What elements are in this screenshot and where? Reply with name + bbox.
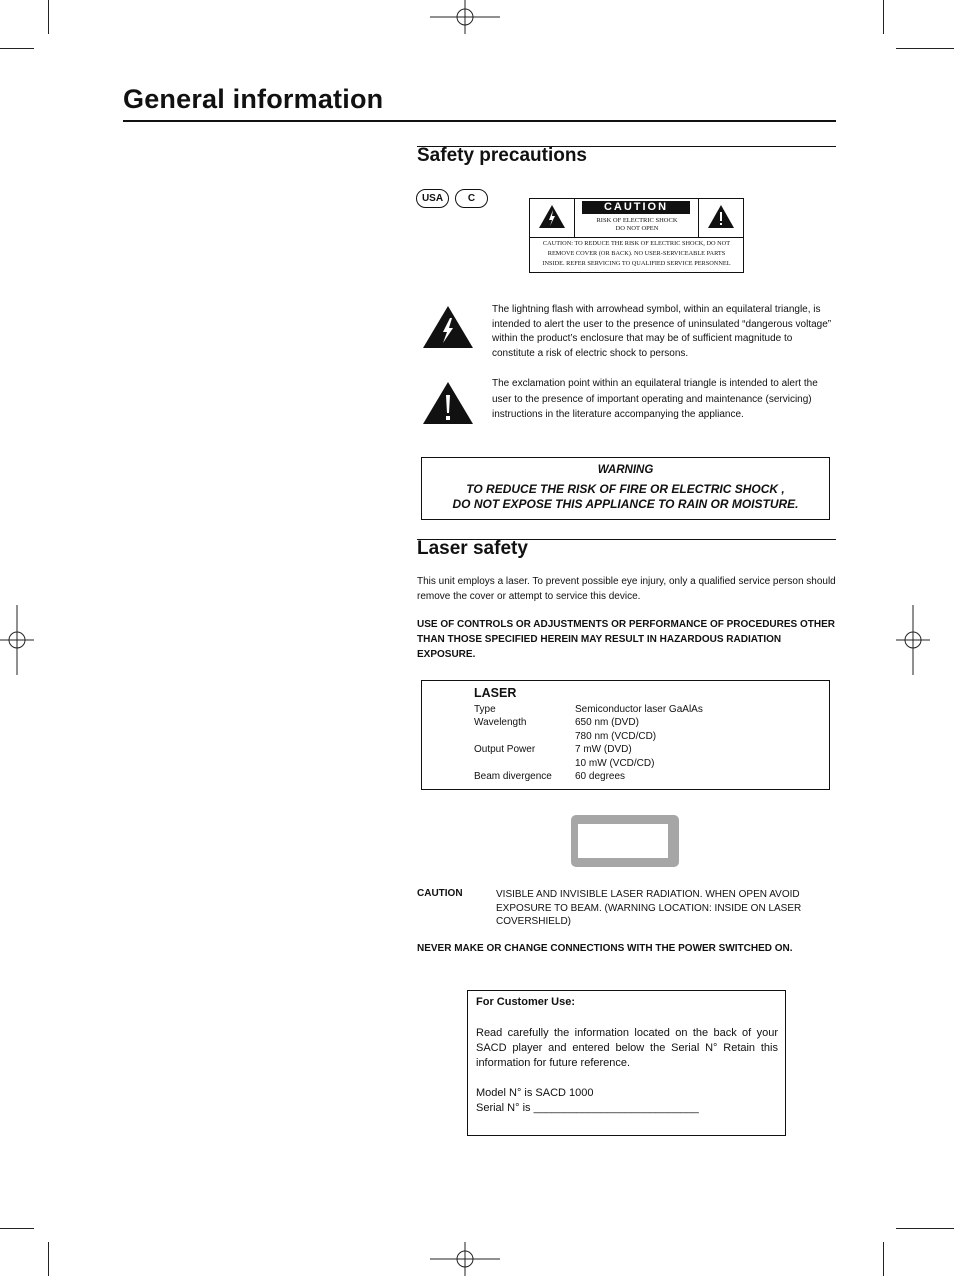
caution-label-left-cell — [530, 199, 575, 237]
laser-class-label-inner — [578, 824, 668, 858]
crop-mark — [883, 0, 884, 34]
caution-label-right-cell — [698, 199, 743, 237]
crop-mark — [0, 1228, 34, 1229]
exclamation-warning-icon — [699, 199, 743, 237]
laser-spec-heading: LASER — [474, 686, 517, 700]
crop-mark — [896, 48, 954, 49]
warning-line: DO NOT EXPOSE THIS APPLIANCE TO RAIN OR MOISTURE. — [452, 497, 799, 511]
region-badge-c: C — [455, 189, 488, 208]
spec-value: 650 nm (DVD) — [575, 717, 639, 728]
registration-mark — [0, 605, 34, 675]
caution-label — [529, 198, 744, 273]
crop-mark — [883, 1242, 884, 1276]
laser-spec-box — [421, 680, 830, 790]
caution-label-bottom — [534, 239, 739, 269]
spec-value: 60 degrees — [575, 771, 626, 782]
serial-number: Serial N° is ___________________________ — [476, 1102, 699, 1114]
exclamation-description: The exclamation point within an equilateral triangle is intended to alert the user to the presence of important operating and maintenance (servicing) instructions in the literature accompanying the appliance. — [492, 378, 818, 420]
power-warning: NEVER MAKE OR CHANGE CONNECTIONS WITH THE POWER SWITCHED ON. — [417, 943, 793, 954]
laser-heading: Laser safety — [417, 538, 528, 559]
spec-label: Beam divergence — [474, 771, 552, 782]
lightning-warning-icon — [530, 199, 574, 237]
crop-mark — [48, 0, 49, 34]
warning-box — [421, 457, 830, 520]
crop-mark — [48, 1242, 49, 1276]
spec-value: Semiconductor laser GaAlAs — [575, 704, 703, 715]
registration-mark — [430, 0, 500, 34]
customer-use-box — [467, 990, 786, 1136]
laser-notice: USE OF CONTROLS OR ADJUSTMENTS OR PERFORMANCE OF PROCEDURES OTHER THAN THOSE SPECIFIED HEREIN MAY RESULT IN HAZARDOUS RADIATION EXPOSURE. — [417, 619, 835, 660]
spec-label: Type — [474, 704, 496, 715]
registration-mark — [896, 605, 930, 675]
caution-bottom-line: CAUTION: TO REDUCE THE RISK OF ELECTRIC SHOCK, DO NOT — [542, 240, 731, 247]
lightning-triangle-icon — [421, 304, 475, 350]
crop-mark — [896, 1228, 954, 1229]
region-badge-usa: USA — [416, 189, 449, 208]
warning-heading: WARNING — [597, 464, 654, 476]
laser-class-label — [571, 815, 679, 867]
laser-caution-label: CAUTION — [417, 888, 463, 899]
safety-heading: Safety precautions — [417, 145, 587, 166]
customer-body: Read carefully the information located on the back of your SACD player and entered below the Serial N° Retain this information for future reference. — [476, 1027, 778, 1069]
spec-label: Output Power — [474, 744, 536, 755]
caution-mid-line: DO NOT OPEN — [615, 225, 659, 232]
warning-line: TO REDUCE THE RISK OF FIRE OR ELECTRIC SHOCK , — [466, 482, 785, 496]
title-rule — [123, 120, 836, 122]
model-number: Model N° is SACD 1000 — [476, 1087, 594, 1099]
spec-value: 780 nm (VCD/CD) — [575, 731, 657, 742]
registration-mark — [430, 1242, 500, 1276]
spec-value: 7 mW (DVD) — [575, 744, 632, 755]
page-title: General information — [123, 84, 384, 114]
caution-bottom-line: INSIDE. REFER SERVICING TO QUALIFIED SERVICE PERSONNEL — [542, 260, 731, 267]
caution-mid-line: RISK OF ELECTRIC SHOCK — [596, 217, 678, 224]
spec-label: Wavelength — [474, 717, 527, 728]
caution-banner: CAUTION — [582, 201, 690, 214]
exclamation-triangle-icon — [421, 380, 475, 426]
laser-caution-text: VISIBLE AND INVISIBLE LASER RADIATION. WHEN OPEN AVOID EXPOSURE TO BEAM. (WARNING LOCATION: INSIDE ON LASER COVERSHIELD) — [496, 889, 802, 928]
laser-intro: This unit employs a laser. To prevent possible eye injury, only a qualified service person should remove the cover or attempt to service this device. — [417, 576, 836, 602]
crop-mark — [0, 48, 34, 49]
lightning-description: The lightning flash with arrowhead symbol, within an equilateral triangle, is intended to alert the user to the presence of uninsulated “dangerous voltage” within the product’s enclosure that may be of sufficient magnitude to constitute a risk of electric shock to persons. — [492, 304, 832, 359]
caution-label-mid — [575, 217, 699, 233]
spec-value: 10 mW (VCD/CD) — [575, 758, 655, 769]
caution-bottom-line: REMOVE COVER (OR BACK). NO USER-SERVICEABLE PARTS — [547, 250, 726, 257]
customer-heading: For Customer Use: — [476, 996, 576, 1008]
